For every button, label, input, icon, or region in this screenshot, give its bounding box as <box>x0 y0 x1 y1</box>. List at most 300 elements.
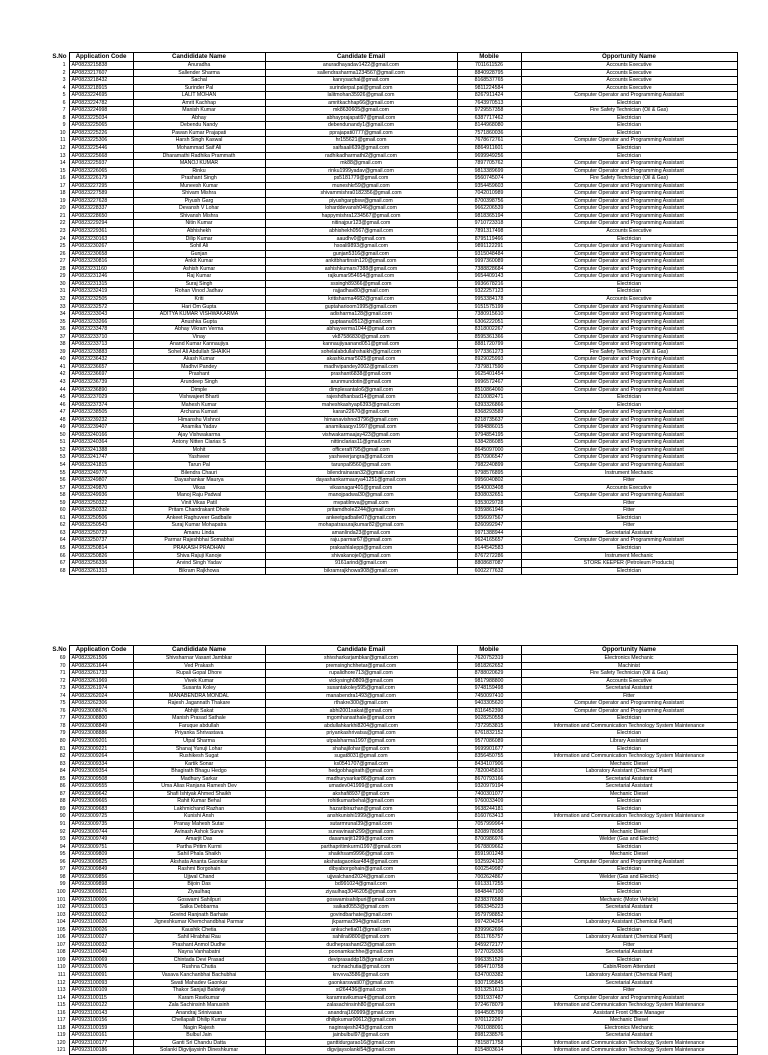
table-row <box>49 295 737 303</box>
cell-sno: 83 <box>59 760 66 767</box>
cell-candidate-name: Chintada Devi Prasad <box>133 956 265 964</box>
cell-candidate-name: Amrit Kachhap <box>133 99 265 107</box>
cell-mobile: 9729557358 <box>457 107 521 115</box>
cell-candidate-email: rajkumar954654@gmail.com <box>265 273 457 281</box>
cell-mobile: 9325924120 <box>457 858 521 866</box>
cell-candidate-email: ankitbhartinsin120@gmail.com <box>265 258 457 266</box>
table-row <box>49 356 737 364</box>
cell-opportunity-name: Computer Operator and Programming Assistant <box>521 858 737 866</box>
cell-candidate-name: Goswami Sahilpuri <box>133 896 265 904</box>
cell-application-code: AP0923100027 <box>69 934 133 942</box>
cell-sno: 81 <box>59 745 66 752</box>
cell-sno: 10 <box>59 129 66 136</box>
cell-opportunity-name: Accounts Executive <box>521 62 737 70</box>
cell-mobile: 6002277632 <box>457 567 521 575</box>
cell-candidate-name: Nagin Rajesh <box>133 1024 265 1032</box>
candidate-table <box>49 645 738 1055</box>
table-row <box>49 987 737 995</box>
cell-candidate-name: Harsh Singh Kaswal <box>133 137 265 145</box>
cell-application-code: AP0923009744 <box>69 828 133 836</box>
cell-candidate-email: radhikadharmathi2@gmail.com <box>265 152 457 160</box>
table-row <box>49 175 737 183</box>
cell-candidate-email: bd991024@gmail.com <box>265 881 457 889</box>
cell-sno: 104 <box>56 919 66 926</box>
table-row <box>49 424 737 432</box>
cell-mobile: 7643970513 <box>457 99 521 107</box>
cell-candidate-email: abhayprajapati97@gmail.com <box>265 114 457 122</box>
cell-application-code: AP0823240364 <box>69 439 133 447</box>
cell-sno: 92 <box>59 828 66 835</box>
cell-mobile: 6387717462 <box>457 114 521 122</box>
cell-application-code: AP0923100186 <box>69 1047 133 1055</box>
cell-candidate-name: Vasava Kanchanbhai Bachubhai <box>133 971 265 979</box>
table-row <box>49 416 737 424</box>
cell-application-code: AP0923100091 <box>69 971 133 979</box>
cell-candidate-email: ziyaulhaq3046205@gmail.com <box>265 888 457 896</box>
cell-candidate-email: surinderpal.pal@gmail.com <box>265 84 457 92</box>
cell-sno: 99 <box>59 881 66 888</box>
cell-candidate-name: Faruque abdullah <box>133 722 265 730</box>
cell-sno: 109 <box>56 956 66 963</box>
table-row <box>49 677 737 685</box>
cell-candidate-email: rupalidhore713@gmail.com <box>265 670 457 678</box>
cell-sno: 69 <box>59 655 66 661</box>
cell-candidate-email: sssingh89366@gmail.com <box>265 280 457 288</box>
cell-candidate-email: mk88@gmail.com <box>265 160 457 168</box>
cell-opportunity-name: Electrician <box>521 567 737 575</box>
cell-application-code: AP0923009809 <box>69 851 133 859</box>
cell-mobile: 9391937487 <box>457 994 521 1002</box>
cell-opportunity-name: Electrician <box>521 843 737 851</box>
cell-opportunity-name: Accounts Executive <box>521 77 737 85</box>
cell-candidate-name: Uma Alias Ranjana Ramesh Dev <box>133 783 265 791</box>
cell-candidate-name: Kriti <box>133 295 265 303</box>
cell-opportunity-name: Cabin/Room Attendant <box>521 964 737 972</box>
cell-candidate-email: nittinclarias11@gmail.com <box>265 439 457 447</box>
table-row <box>49 828 737 836</box>
cell-application-code: AP0923100020 <box>69 919 133 927</box>
cell-sno: 86 <box>59 783 66 790</box>
cell-candidate-name: Avinash Ashok Surve <box>133 828 265 836</box>
table-row <box>49 529 737 537</box>
cell-candidate-email: dasamarjit1299@gmail.com <box>265 836 457 844</box>
table-body <box>49 62 737 575</box>
cell-opportunity-name: Computer Operator and Programming Assistant <box>521 356 737 364</box>
cell-application-code: AP0923100040 <box>69 949 133 957</box>
cell-candidate-name: Rushikesh Sugat <box>133 753 265 761</box>
cell-application-code: AP0923100109 <box>69 987 133 995</box>
cell-candidate-email: hedgobhagirath@gmail.com <box>265 768 457 776</box>
cell-candidate-email: 9161arind@gmail.com <box>265 560 457 568</box>
cell-opportunity-name: Computer Operator and Programming Assistant <box>521 318 737 326</box>
cell-opportunity-name: Electrician <box>521 821 737 829</box>
table-row <box>49 851 737 859</box>
cell-candidate-email: madhurysarkar86@gmail.com <box>265 775 457 783</box>
cell-candidate-name: Shafi Ishtyak Ahmed Shaikh <box>133 790 265 798</box>
cell-candidate-email: gunjan5316@gmail.com <box>265 250 457 258</box>
cell-candidate-name: Arvind Singh Yadav <box>133 560 265 568</box>
cell-candidate-name: Manish Prasad Sathale <box>133 715 265 723</box>
cell-candidate-email: saikad0553@gmail.com <box>265 904 457 912</box>
cell-application-code: AP0823225065 <box>69 122 133 130</box>
cell-sno: 98 <box>59 873 66 880</box>
cell-opportunity-name: Computer Operator and Programming Assistant <box>521 326 737 334</box>
cell-sno: 118 <box>57 1024 66 1031</box>
cell-candidate-email: rinku1999yadav@gmail.com <box>265 167 457 175</box>
cell-candidate-email: maheshkashyap6393@gmail.com <box>265 401 457 409</box>
cell-mobile: 9315048484 <box>457 250 521 258</box>
cell-application-code: AP0923009683 <box>69 805 133 813</box>
cell-mobile: 9848447100 <box>457 888 521 896</box>
table-row <box>49 730 737 738</box>
cell-candidate-email: vikasnagar401@gmail.com <box>265 484 457 492</box>
cell-sno: 121 <box>56 1047 66 1054</box>
cell-opportunity-name: Electrician <box>521 881 737 889</box>
cell-candidate-email: sohelalabdullahshaikh@gmail.com <box>265 348 457 356</box>
cell-candidate-email: tarunpal9560@gmail.com <box>265 461 457 469</box>
table-row <box>49 926 737 934</box>
cell-opportunity-name: Electronics Mechanic <box>521 655 737 663</box>
cell-opportunity-name: Computer Operator and Programming Assistant <box>521 707 737 715</box>
cell-opportunity-name: Electrician <box>521 805 737 813</box>
cell-candidate-email: akashkumar5025@gmail.com <box>265 356 457 364</box>
header-opportunity-name: Opportunity Name <box>521 646 737 655</box>
cell-mobile: 8981238576 <box>457 1032 521 1040</box>
cell-sno: 105 <box>56 926 66 933</box>
cell-opportunity-name: STORE KEEPER (Petroleum Products) <box>521 560 737 568</box>
cell-opportunity-name: Mechanic (Motor Vehicle) <box>521 896 737 904</box>
cell-mobile: 9151575199 <box>457 303 521 311</box>
cell-sno: 53 <box>59 454 66 461</box>
cell-candidate-name: Archana Kumari <box>133 409 265 417</box>
cell-candidate-email: anamikaaqyv1997@gmail.com <box>265 424 457 432</box>
cell-candidate-name: Shivsharnar Vasant Jambkar <box>133 655 265 663</box>
cell-application-code: AP0923009825 <box>69 858 133 866</box>
cell-mobile: 9320979194 <box>457 783 521 791</box>
table-row <box>49 258 737 266</box>
cell-sno: 68 <box>59 567 66 574</box>
table-row <box>49 311 737 319</box>
table-row <box>49 62 737 70</box>
table-row <box>49 1047 737 1055</box>
cell-sno: 27 <box>59 258 66 265</box>
cell-candidate-name: Rushna Chutia <box>133 964 265 972</box>
cell-candidate-name: Dilip Kumar <box>133 235 265 243</box>
cell-candidate-email: anandraj160999@gmail.com <box>265 1009 457 1017</box>
cell-opportunity-name: Computer Operator and Programming Assistant <box>521 182 737 190</box>
cell-candidate-email: akshatagaonkar484@gmail.com <box>265 858 457 866</box>
header-opportunity-name: Opportunity Name <box>521 53 737 62</box>
cell-application-code: AP0823231246 <box>69 273 133 281</box>
cell-mobile: 8795119466 <box>457 235 521 243</box>
cell-mobile: 9794854195 <box>457 431 521 439</box>
cell-sno: 23 <box>59 228 66 235</box>
cell-opportunity-name: Computer Operator and Programming Assistant <box>521 212 737 220</box>
cell-opportunity-name: Information and Communication Technology System Maintenance <box>521 753 737 761</box>
cell-application-code: AP0823233883 <box>69 348 133 356</box>
cell-application-code: AP0923100159 <box>69 1024 133 1032</box>
cell-candidate-email: digvijaysolanki54@gmail.com <box>265 1047 457 1055</box>
cell-candidate-name: Susanta Koley <box>133 685 265 693</box>
table-row <box>49 1017 737 1025</box>
cell-sno: 84 <box>59 768 66 775</box>
cell-sno: 78 <box>59 722 66 729</box>
cell-sno: 3 <box>62 77 66 84</box>
cell-candidate-email: sugat8031@gmail.com <box>265 753 457 761</box>
cell-candidate-email: hr155621@gmail.com <box>265 137 457 145</box>
cell-opportunity-name: Computer Operator and Programming Assistant <box>521 341 737 349</box>
cell-sno: 102 <box>56 904 66 911</box>
header-mobile: Mobile <box>457 53 521 62</box>
cell-candidate-email: utpalsharma1997@gmail.com <box>265 738 457 746</box>
cell-application-code: AP0823225034 <box>69 114 133 122</box>
cell-mobile: 8840928795 <box>457 69 521 77</box>
cell-application-code: AP0823227628 <box>69 197 133 205</box>
cell-sno: 120 <box>56 1039 66 1046</box>
cell-sno: 44 <box>59 386 66 393</box>
cell-mobile: 9818262652 <box>457 662 521 670</box>
cell-mobile: 8218735637 <box>457 416 521 424</box>
cell-candidate-name: Anuradha <box>133 62 265 70</box>
cell-opportunity-name: Computer Operator and Programming Assistant <box>521 167 737 175</box>
cell-candidate-name: Saika Debbarma <box>133 904 265 912</box>
cell-application-code: AP0923100006 <box>69 896 133 904</box>
cell-application-code: AP0823232419 <box>69 288 133 296</box>
cell-sno: 111 <box>57 971 66 978</box>
cell-sno: 2 <box>62 69 66 76</box>
cell-candidate-email: hsoali9893@gmail.com <box>265 243 457 251</box>
cell-candidate-name: Zala Sachinsinh Manusinh <box>133 1002 265 1010</box>
cell-mobile: 9727029336 <box>457 949 521 957</box>
cell-application-code: AP0823237374 <box>69 401 133 409</box>
cell-mobile: 8308032651 <box>457 492 521 500</box>
cell-application-code: AP0823215838 <box>69 62 133 70</box>
table-row <box>49 250 737 258</box>
cell-candidate-email: jkparmar394@gmail.com <box>265 919 457 927</box>
cell-opportunity-name: Instrument Mechanic <box>521 552 737 560</box>
table-row <box>49 753 737 761</box>
cell-mobile: 9403305620 <box>457 700 521 708</box>
cell-sno: 22 <box>59 220 66 227</box>
cell-mobile: 7057999964 <box>457 821 521 829</box>
cell-opportunity-name: Computer Operator and Programming Assistant <box>521 461 737 469</box>
cell-sno: 18 <box>59 190 66 197</box>
cell-candidate-email: yashveerjangra@gmail.com <box>265 454 457 462</box>
cell-candidate-name: Abhay <box>133 114 265 122</box>
table-row <box>49 670 737 678</box>
cell-application-code: AP0923009264 <box>69 753 133 761</box>
cell-opportunity-name: Computer Operator and Programming Assistant <box>521 431 737 439</box>
cell-candidate-name: Sohel Ali Abdullah SHAIKH <box>133 348 265 356</box>
cell-application-code: AP0923009555 <box>69 783 133 791</box>
cell-application-code: AP0823238505 <box>69 409 133 417</box>
cell-opportunity-name: Secretarial Assistant <box>521 783 737 791</box>
cell-candidate-name: Yashveer <box>133 454 265 462</box>
table-row <box>49 348 737 356</box>
cell-candidate-name: Bijoin Das <box>133 881 265 889</box>
cell-candidate-email: ashishkumars7388@gmail.com <box>265 265 457 273</box>
table-row <box>49 994 737 1002</box>
cell-application-code: AP0923008886 <box>69 730 133 738</box>
cell-application-code: AP0823233478 <box>69 326 133 334</box>
cell-candidate-email: debendunandy1@gmail.com <box>265 122 457 130</box>
cell-application-code: AP0823250729 <box>69 529 133 537</box>
table-row <box>49 836 737 844</box>
cell-candidate-email: himanavishnoi3796@gmail.com <box>265 416 457 424</box>
table-row <box>49 92 737 100</box>
cell-candidate-name: MANOJ KUMAR <box>133 160 265 168</box>
cell-opportunity-name: Computer Operator and Programming Assistant <box>521 197 737 205</box>
table-row <box>49 881 737 889</box>
cell-opportunity-name: Computer Operator and Programming Assistant <box>521 700 737 708</box>
cell-candidate-name: Raj Kumar <box>133 273 265 281</box>
cell-candidate-name: Ziyaulhaq <box>133 888 265 896</box>
cell-candidate-email: piyushgargbsw@gmail.com <box>265 197 457 205</box>
cell-application-code: AP0823225668 <box>69 152 133 160</box>
cell-candidate-email: muneshkr59@gmail.com <box>265 182 457 190</box>
cell-application-code: AP0823236890 <box>69 386 133 394</box>
cell-candidate-email: govindbarhate@gmail.com <box>265 911 457 919</box>
cell-candidate-email: adisharma128@gmail.com <box>265 311 457 319</box>
cell-application-code: AP0923100156 <box>69 1017 133 1025</box>
cell-mobile: 8267911424 <box>457 92 521 100</box>
cell-candidate-name: Abhay Vikram Verma <box>133 326 265 334</box>
cell-mobile: 8318002267 <box>457 326 521 334</box>
cell-mobile: 9699901677 <box>457 745 521 753</box>
cell-application-code: AP0923100026 <box>69 926 133 934</box>
table-row <box>49 243 737 251</box>
table-row <box>49 760 737 768</box>
cell-mobile: 8434107906 <box>457 760 521 768</box>
cell-candidate-name: Prashant <box>133 371 265 379</box>
cell-mobile: 9313251613 <box>457 987 521 995</box>
cell-sno: 113 <box>57 987 66 994</box>
cell-candidate-name: Pritam Chandrakant Dhole <box>133 507 265 515</box>
cell-application-code: AP0823227295 <box>69 182 133 190</box>
table-row <box>49 964 737 972</box>
cell-sno: 119 <box>57 1032 66 1039</box>
cell-opportunity-name: Computer Operator and Programming Assistant <box>521 363 737 371</box>
cell-application-code: AP0823241747 <box>69 454 133 462</box>
cell-mobile: 9638244181 <box>457 805 521 813</box>
cell-application-code: AP0923100076 <box>69 964 133 972</box>
table-row <box>49 790 737 798</box>
cell-candidate-name: Rinku <box>133 167 265 175</box>
cell-mobile: 8864911601 <box>457 145 521 153</box>
cell-candidate-name: Parmar Rajeshbhai Somabhai <box>133 537 265 545</box>
cell-candidate-name: Shiva Rajuji Kanoje <box>133 552 265 560</box>
table-row <box>49 1024 737 1032</box>
cell-candidate-email: parthapritimkurmi1997@gmail.com <box>265 843 457 851</box>
cell-application-code: AP0823236432 <box>69 356 133 364</box>
cell-application-code: AP0823230267 <box>69 243 133 251</box>
cell-candidate-email: ganttidurgarao16@gmail.com <box>265 1039 457 1047</box>
header-application-code: Application Code <box>69 646 133 655</box>
cell-candidate-name: Kartik Sonar <box>133 760 265 768</box>
cell-application-code: AP0923100013 <box>69 904 133 912</box>
cell-candidate-name: Dharamathi Radhika Prammath <box>133 152 265 160</box>
cell-mobile: 6002549987 <box>457 866 521 874</box>
cell-candidate-name: Muneesh Kumar <box>133 182 265 190</box>
cell-mobile: 9540003408 <box>457 484 521 492</box>
cell-sno: 48 <box>59 416 66 423</box>
cell-candidate-name: Suraj Singh <box>133 280 265 288</box>
cell-application-code: AP0823232505 <box>69 295 133 303</box>
cell-candidate-name: Hari Om Gupta <box>133 303 265 311</box>
table-row <box>49 949 737 957</box>
cell-candidate-email: abhishekh0567@gmail.com <box>265 228 457 236</box>
cell-opportunity-name: Mechanic Diesel <box>521 828 737 836</box>
cell-mobile: 9996572467 <box>457 378 521 386</box>
cell-mobile: 9936678216 <box>457 280 521 288</box>
cell-candidate-name: Ujjwal Chand <box>133 873 265 881</box>
table-row <box>49 303 737 311</box>
cell-sno: 11 <box>60 137 66 144</box>
cell-opportunity-name: Electrician <box>521 401 737 409</box>
cell-candidate-email: dudheprashant23@gmail.com <box>265 941 457 949</box>
cell-candidate-email: ps5181779@gmail.com <box>265 175 457 183</box>
cell-opportunity-name: Mechanic Diesel <box>521 851 737 859</box>
table-row <box>49 971 737 979</box>
cell-application-code: AP0823249936 <box>69 492 133 500</box>
cell-candidate-name: Dimple <box>133 386 265 394</box>
cell-application-code: AP0923100012 <box>69 911 133 919</box>
cell-opportunity-name: Computer Operator and Programming Assistant <box>521 303 737 311</box>
cell-opportunity-name: Secretarial Assistant <box>521 685 737 693</box>
cell-opportunity-name: Accounts Executive <box>521 677 737 685</box>
table-row <box>49 956 737 964</box>
table-row <box>49 522 737 530</box>
candidate-table-sheet-1 <box>49 52 737 575</box>
cell-sno: 13 <box>59 152 66 159</box>
cell-opportunity-name: Information and Communication Technology System Maintenance <box>521 722 737 730</box>
cell-candidate-name: Abhishekh <box>133 228 265 236</box>
cell-candidate-name: Abhijit Sakat <box>133 707 265 715</box>
cell-application-code: AP0923009665 <box>69 798 133 806</box>
cell-mobile: 9984886015 <box>457 424 521 432</box>
cell-mobile: 7400301077 <box>457 790 521 798</box>
table-row <box>49 692 737 700</box>
cell-application-code: AP0823236657 <box>69 363 133 371</box>
cell-candidate-email: akshafi8937@gmail.com <box>265 790 457 798</box>
cell-candidate-email: poonamkachhe@gmail.com <box>265 949 457 957</box>
cell-application-code: AP0823249807 <box>69 477 133 485</box>
cell-mobile: 8459272177 <box>457 941 521 949</box>
table-row <box>49 454 737 462</box>
cell-sno: 73 <box>59 685 66 692</box>
cell-application-code: AP0923009221 <box>69 745 133 753</box>
cell-opportunity-name: Computer Operator and Programming Assistant <box>521 994 737 1002</box>
cell-application-code: AP0823261969 <box>69 677 133 685</box>
cell-sno: 9 <box>62 122 66 129</box>
cell-application-code: AP0823250332 <box>69 507 133 515</box>
table-header-row <box>49 53 737 62</box>
cell-mobile: 8210082471 <box>457 394 521 402</box>
cell-application-code: AP0823229294 <box>69 220 133 228</box>
cell-sno: 85 <box>59 775 66 782</box>
cell-mobile: 8591901248 <box>457 851 521 859</box>
cell-candidate-email: survavinash299@gmail.com <box>265 828 457 836</box>
cell-candidate-name: Sahil Hirabhai Rau <box>133 934 265 942</box>
cell-mobile: 9974204264 <box>457 919 521 927</box>
cell-sno: 25 <box>59 243 66 250</box>
cell-candidate-name: Madhury Sarkar <box>133 775 265 783</box>
table-row <box>49 866 737 874</box>
cell-mobile: 9956040802 <box>457 477 521 485</box>
cell-sno: 37 <box>59 333 66 340</box>
cell-candidate-email: hazaribirazhan@gmail.com <box>265 805 457 813</box>
table-row <box>49 507 737 515</box>
